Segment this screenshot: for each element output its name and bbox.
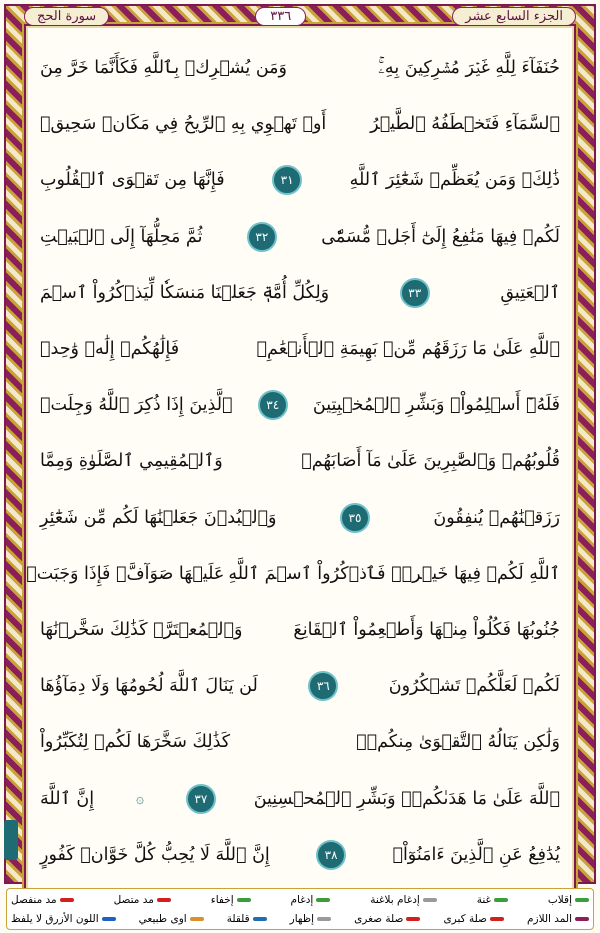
verse-text: وَٱلۡمُقِيمِي ٱلصَّلَوٰةِ وَمِمَّا xyxy=(40,451,223,472)
legend-label: اللون الأزرق لا يلفظ xyxy=(11,912,99,925)
ayah-number-marker: ٣٨ xyxy=(316,840,346,870)
verse-text: فَإِلَٰهُكُمۡ إِلَٰهٞ وَٰحِدٞ xyxy=(40,339,180,360)
legend-item xyxy=(443,913,504,925)
verse-text: وَلِكُلِّ أُمَّةٖ جَعَلۡنَا مَنسَكٗا لِّيَذۡكُرُواْ ٱسۡمَ xyxy=(40,282,330,303)
hizb-marker xyxy=(4,820,18,860)
page-header xyxy=(24,4,576,28)
legend-item xyxy=(11,913,116,925)
legend-label: إدغام بلاغنة xyxy=(370,893,420,906)
quran-line xyxy=(40,160,560,200)
verse-text: ٱللَّهِ لَكُمۡ فِيهَا خَيۡرٞۖ فَٱذۡكُرُواْ ٱسۡمَ ٱللَّهِ xyxy=(228,563,560,584)
legend-swatch xyxy=(316,898,330,902)
verse-text: وَٱلۡمُعۡتَرَّۚ كَذَٰلِكَ سَخَّرۡنَٰهَا xyxy=(40,620,243,641)
legend-label: صلة كبرى xyxy=(443,912,487,925)
verse-text: ذَٰلِكَۖ وَمَن يُعَظِّمۡ شَعَٰٓئِرَ ٱللَّهِ xyxy=(349,170,560,191)
verse-text: أَوۡ تَهۡوِي بِهِ ٱلرِّيحُ فِي مَكَانٖ سَحِيقٖ xyxy=(40,114,327,135)
quran-line xyxy=(40,329,560,369)
legend-swatch xyxy=(490,917,504,921)
verse-text: ٱلسَّمَآءِ فَتَخۡطَفُهُ ٱلطَّيۡرُ xyxy=(370,114,560,135)
legend-swatch xyxy=(190,917,204,921)
legend-item xyxy=(290,913,331,925)
legend-swatch xyxy=(237,898,251,902)
legend-swatch xyxy=(253,917,267,921)
verse-text: فَإِنَّهَا مِن تَقۡوَى ٱلۡقُلُوبِ xyxy=(40,170,225,191)
quran-line xyxy=(40,722,560,762)
quran-line xyxy=(40,217,560,257)
tajweed-legend xyxy=(6,888,594,930)
legend-item xyxy=(227,913,267,925)
legend-swatch xyxy=(423,898,437,902)
verse-text: جُنُوبُهَا فَكُلُواْ مِنۡهَا وَأَطۡعِمُواْ ٱلۡقَانِعَ xyxy=(293,620,560,641)
legend-swatch xyxy=(575,898,589,902)
quran-line xyxy=(40,104,560,144)
quran-line xyxy=(40,48,560,88)
ayah-number-marker: ٣٧ xyxy=(186,784,216,814)
legend-item xyxy=(354,913,420,925)
quran-line xyxy=(40,441,560,481)
legend-label: غنة xyxy=(476,893,492,906)
legend-swatch xyxy=(157,898,171,902)
verse-text: وَمَن يُشۡرِكۡ بِٱللَّهِ فَكَأَنَّمَا خَرَّ مِنَ xyxy=(40,58,288,78)
rub-el-hizb-icon: ۞ xyxy=(135,790,145,807)
quran-text-area xyxy=(26,42,560,881)
legend-swatch xyxy=(406,917,420,921)
legend-item xyxy=(114,894,171,906)
legend-item xyxy=(527,913,589,925)
verse-text: ثُمَّ مَحِلُّهَآ إِلَى ٱلۡبَيۡتِ xyxy=(40,226,203,247)
legend-label: صلة صغرى xyxy=(354,912,404,925)
quran-line xyxy=(40,610,560,650)
legend-swatch xyxy=(102,917,116,921)
ayah-number-marker: ٣١ xyxy=(272,165,302,195)
verse-text: ٱللَّهِ عَلَىٰ مَا رَزَقَهُم مِّنۢ بَهِيمَةِ ٱلۡأَنۡعَٰمِۗ xyxy=(256,339,560,360)
legend-label: المد اللازم xyxy=(527,912,572,925)
legend-label: إظهار xyxy=(289,912,315,925)
verse-text: كَذَٰلِكَ سَخَّرَهَا لَكُمۡ لِتُكَبِّرُواْ xyxy=(40,732,231,753)
legend-item xyxy=(370,894,437,906)
legend-swatch xyxy=(60,898,74,902)
legend-swatch xyxy=(494,898,508,902)
legend-item xyxy=(139,913,204,925)
quran-line xyxy=(40,385,560,425)
juz-label: الجزء السابع عشر xyxy=(452,7,576,26)
verse-text: إِنَّ ٱللَّهَ xyxy=(40,788,95,809)
verse-text: رَزَقۡنَٰهُمۡ يُنفِقُونَ xyxy=(433,507,560,528)
ayah-number-marker: ٣٦ xyxy=(308,671,338,701)
ayah-number-marker: ٣٢ xyxy=(247,222,277,252)
quran-line xyxy=(40,666,560,706)
legend-item xyxy=(548,894,589,906)
legend-swatch xyxy=(317,917,331,921)
legend-row-2 xyxy=(11,913,589,925)
verse-text: فَلَهُۥٓ أَسۡلِمُواْۗ وَبَشِّرِ ٱلۡمُخۡبِتِينَ xyxy=(312,395,560,416)
legend-item xyxy=(11,894,74,906)
verse-text: يُدَٰفِعُ عَنِ ٱلَّذِينَ ءَامَنُوٓاْۗ xyxy=(392,844,560,865)
quran-line xyxy=(40,779,560,819)
verse-text: حُنَفَآءَ لِلَّهِ غَيۡرَ مُشۡرِكِينَ بِهِۦۚ xyxy=(378,58,560,78)
verse-text: قُلُوبُهُمۡ وَٱلصَّٰبِرِينَ عَلَىٰ مَآ أَصَابَهُمۡ xyxy=(301,451,560,472)
quran-line xyxy=(40,498,560,538)
verse-text: وَلَٰكِن يَنَالُهُ ٱلتَّقۡوَىٰ مِنكُمۡۚ xyxy=(356,732,560,753)
legend-row-1 xyxy=(11,894,589,906)
verse-text: ٱلَّذِينَ إِذَا ذُكِرَ ٱللَّهُ وَجِلَتۡ xyxy=(40,395,233,416)
legend-label: قلقلة xyxy=(226,912,250,925)
legend-item xyxy=(291,894,331,906)
verse-text: لَكُمۡ لَعَلَّكُمۡ تَشۡكُرُونَ xyxy=(388,676,560,697)
verse-text: لَكُمۡ فِيهَا مَنَٰفِعُ إِلَىٰٓ أَجَلٖ مُّسَمّٗى xyxy=(321,226,560,247)
ayah-number-marker: ٣٥ xyxy=(340,503,370,533)
legend-label: مد منفصل xyxy=(11,893,57,906)
quran-line xyxy=(26,554,560,594)
legend-label: إدغام xyxy=(290,893,314,906)
legend-label: إقلاب xyxy=(547,893,572,906)
legend-swatch xyxy=(575,917,589,921)
verse-text: وَٱلۡبُدۡنَ جَعَلۡنَٰهَا لَكُم مِّن شَعَٰٓئِرِ xyxy=(40,507,277,528)
ayah-number-marker: ٣٤ xyxy=(258,390,288,420)
legend-label: مد متصل xyxy=(113,893,154,906)
verse-text: إِنَّ ٱللَّهَ لَا يُحِبُّ كُلَّ خَوَّانٖ كَفُورٍ xyxy=(40,844,270,865)
verse-text: لَن يَنَالَ ٱللَّهَ لُحُومُهَا وَلَا دِمَآؤُهَا xyxy=(40,676,258,697)
legend-label: إخفاء xyxy=(210,893,234,906)
ayah-number-marker: ٣٣ xyxy=(400,278,430,308)
legend-item xyxy=(477,894,508,906)
legend-label: اوى طبيعي xyxy=(138,912,187,925)
verse-text: عَلَيۡهَا صَوَآفَّۖ فَإِذَا وَجَبَتۡ xyxy=(26,563,225,584)
quran-line xyxy=(40,273,560,313)
verse-text: ٱلۡعَتِيقِ xyxy=(500,282,560,303)
quran-line xyxy=(40,835,560,875)
page-number: ٣٣٦ xyxy=(255,7,306,26)
surah-label: سورة الحج xyxy=(24,7,109,26)
verse-text: ٱللَّهَ عَلَىٰ مَا هَدَىٰكُمۡۗ وَبَشِّرِ ٱلۡمُحۡسِنِينَ xyxy=(253,788,560,809)
legend-item xyxy=(211,894,251,906)
